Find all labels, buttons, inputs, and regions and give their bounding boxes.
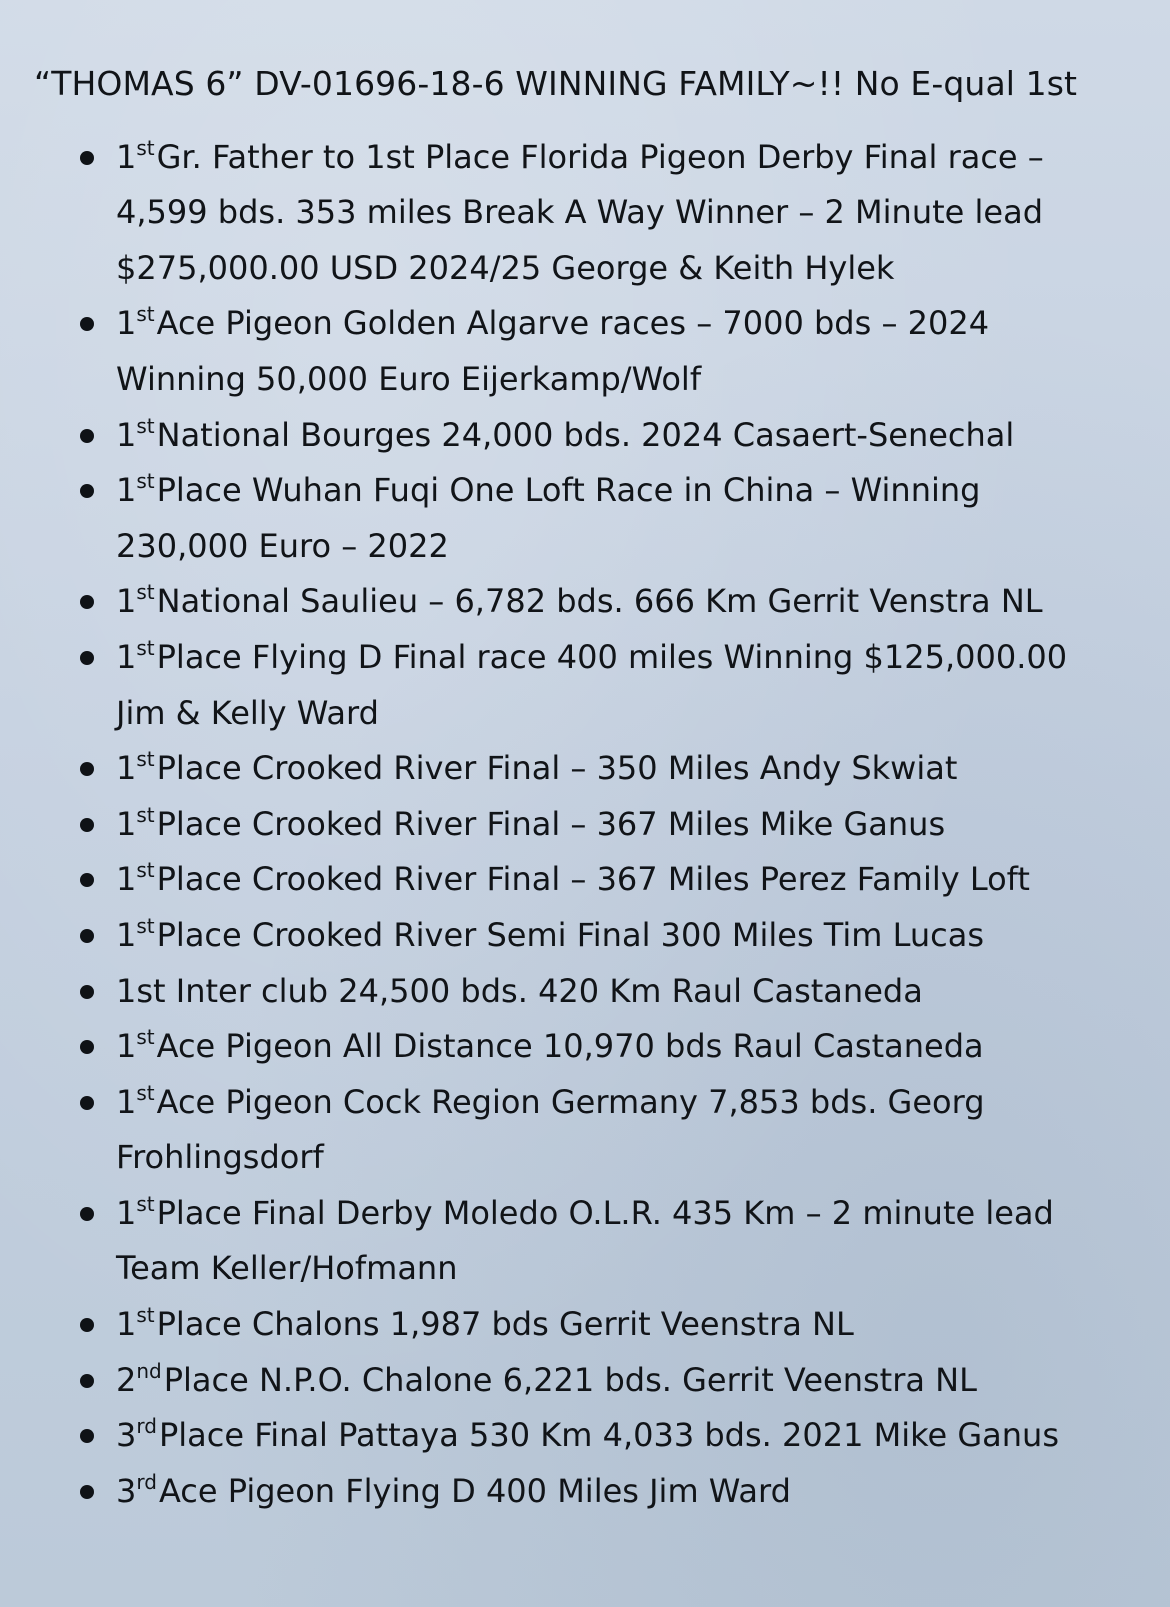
- achievement-item: [34, 797, 1130, 853]
- achievement-line: [116, 1408, 1130, 1464]
- achievement-item: [34, 1464, 1130, 1520]
- ordinal-suffix: st: [136, 580, 155, 605]
- achievement-text: Ace Pigeon Golden Algarve races – 7000 bds – 2024: [156, 304, 990, 343]
- achievement-item: [34, 574, 1130, 630]
- achievement-line: [116, 1241, 1130, 1297]
- ordinal-suffix: st: [136, 1191, 155, 1216]
- bullet-icon: [80, 1318, 94, 1332]
- achievement-line: [116, 686, 1130, 742]
- ordinal-number: 1: [116, 304, 137, 343]
- achievement-text: Place Final Derby Moledo O.L.R. 435 Km – 2 minute lead: [156, 1193, 1054, 1232]
- headline: “THOMAS 6” DV-01696-18-6 WINNING FAMILY~!! No E-qual 1st: [34, 64, 1078, 103]
- achievement-line: [116, 741, 1130, 797]
- bullet-icon: [80, 1207, 94, 1221]
- bullet-icon: [80, 1429, 94, 1443]
- achievement-line: [116, 1353, 1130, 1409]
- ordinal-number: 1: [116, 637, 137, 676]
- bullet-icon: [80, 985, 94, 999]
- bullet-icon: [80, 484, 94, 498]
- achievement-text: Jim & Kelly Ward: [116, 693, 379, 732]
- ordinal-suffix: nd: [136, 1358, 162, 1383]
- bullet-icon: [80, 595, 94, 609]
- bullet-icon: [80, 317, 94, 331]
- achievement-text: Ace Pigeon Flying D 400 Miles Jim Ward: [158, 1471, 791, 1510]
- achievement-item: [34, 908, 1130, 964]
- bullet-icon: [80, 929, 94, 943]
- ordinal-suffix: st: [136, 1303, 155, 1328]
- achievement-item: [34, 852, 1130, 908]
- achievement-text: Place Final Pattaya 530 Km 4,033 bds. 2021 Mike Ganus: [158, 1416, 1059, 1455]
- achievement-text: $275,000.00 USD 2024/25 George & Keith Hylek: [116, 248, 895, 287]
- achievement-item: [34, 741, 1130, 797]
- achievement-item: [34, 130, 1130, 297]
- ordinal-number: 1: [116, 471, 137, 510]
- achievement-line: [116, 352, 1130, 408]
- bullet-icon: [80, 651, 94, 665]
- ordinal-number: 1: [116, 860, 137, 899]
- ordinal-number: 1: [116, 582, 137, 621]
- achievement-item: [34, 1297, 1130, 1353]
- achievement-item: [34, 1019, 1130, 1075]
- achievement-text: Ace Pigeon Cock Region Germany 7,853 bds. Georg: [156, 1082, 985, 1121]
- bullet-icon: [80, 151, 94, 165]
- achievement-text: 4,599 bds. 353 miles Break A Way Winner – 2 Minute lead: [116, 193, 1044, 232]
- achievement-item: [34, 1186, 1130, 1297]
- ordinal-suffix: st: [136, 858, 155, 883]
- ordinal-number: 3: [116, 1416, 137, 1455]
- ordinal-suffix: st: [136, 635, 155, 660]
- achievement-line: [116, 1464, 1130, 1520]
- achievement-line: [116, 852, 1130, 908]
- achievement-text: Place Crooked River Final – 367 Miles Perez Family Loft: [156, 860, 1030, 899]
- bullet-icon: [80, 818, 94, 832]
- achievement-line: [116, 519, 1130, 575]
- achievement-item: [34, 964, 1130, 1020]
- achievement-text: National Saulieu – 6,782 bds. 666 Km Gerrit Venstra NL: [156, 582, 1043, 621]
- achievement-line: [116, 408, 1130, 464]
- bullet-icon: [80, 762, 94, 776]
- achievement-text: Ace Pigeon All Distance 10,970 bds Raul Castaneda: [156, 1027, 984, 1066]
- achievement-line: [116, 574, 1130, 630]
- ordinal-number: 1: [116, 415, 137, 454]
- achievement-text: National Bourges 24,000 bds. 2024 Casaert-Senechal: [156, 415, 1015, 454]
- achievement-text: 1st Inter club 24,500 bds. 420 Km Raul Castaneda: [116, 971, 923, 1010]
- achievement-text: Place Chalons 1,987 bds Gerrit Veenstra NL: [156, 1305, 854, 1344]
- achievement-text: Place Crooked River Final – 350 Miles Andy Skwiat: [156, 749, 958, 788]
- ordinal-number: 1: [116, 749, 137, 788]
- ordinal-number: 1: [116, 1027, 137, 1066]
- ordinal-suffix: rd: [136, 1469, 157, 1494]
- bullet-icon: [80, 1485, 94, 1499]
- bullet-icon: [80, 1040, 94, 1054]
- achievement-line: [116, 1130, 1130, 1186]
- achievement-item: [34, 296, 1130, 407]
- ordinal-number: 1: [116, 804, 137, 843]
- achievement-text: Winning 50,000 Euro Eijerkamp/Wolf: [116, 359, 702, 398]
- achievement-line: [116, 1297, 1130, 1353]
- achievement-line: [116, 463, 1130, 519]
- achievement-text: Place Flying D Final race 400 miles Winning $125,000.00: [156, 637, 1068, 676]
- ordinal-suffix: st: [136, 302, 155, 327]
- achievement-item: [34, 408, 1130, 464]
- bullet-icon: [80, 1374, 94, 1388]
- achievement-item: [34, 1408, 1130, 1464]
- ordinal-number: 1: [116, 1193, 137, 1232]
- achievement-line: [116, 130, 1130, 186]
- achievement-line: [116, 908, 1130, 964]
- ordinal-suffix: rd: [136, 1414, 157, 1439]
- achievement-line: [116, 1019, 1130, 1075]
- achievement-line: [116, 797, 1130, 853]
- achievement-line: [116, 1186, 1130, 1242]
- ordinal-suffix: st: [136, 913, 155, 938]
- bullet-icon: [80, 1096, 94, 1110]
- ordinal-suffix: st: [136, 413, 155, 438]
- ordinal-number: 1: [116, 137, 137, 176]
- ordinal-suffix: st: [136, 469, 155, 494]
- achievement-text: Place Crooked River Semi Final 300 Miles Tim Lucas: [156, 915, 985, 954]
- achievement-item: [34, 463, 1130, 574]
- ordinal-suffix: st: [136, 747, 155, 772]
- ordinal-number: 1: [116, 1305, 137, 1344]
- ordinal-number: 1: [116, 915, 137, 954]
- achievement-line: [116, 296, 1130, 352]
- ordinal-number: 2: [116, 1360, 137, 1399]
- achievement-line: [116, 964, 1130, 1020]
- achievement-text: Place Crooked River Final – 367 Miles Mike Ganus: [156, 804, 946, 843]
- ordinal-number: 1: [116, 1082, 137, 1121]
- achievement-line: [116, 630, 1130, 686]
- achievement-text: Place N.P.O. Chalone 6,221 bds. Gerrit Veenstra NL: [163, 1360, 977, 1399]
- bullet-icon: [80, 873, 94, 887]
- achievement-item: [34, 630, 1130, 741]
- achievement-list: [34, 130, 1130, 1520]
- achievement-text: Team Keller/Hofmann: [116, 1249, 458, 1288]
- achievement-item: [34, 1075, 1130, 1186]
- bullet-icon: [80, 429, 94, 443]
- ordinal-suffix: st: [136, 1080, 155, 1105]
- ordinal-suffix: st: [136, 135, 155, 160]
- achievement-text: Place Wuhan Fuqi One Loft Race in China – Winning: [156, 471, 981, 510]
- achievement-line: [116, 1075, 1130, 1131]
- ordinal-suffix: st: [136, 1025, 155, 1050]
- achievement-line: [116, 241, 1130, 297]
- achievement-text: Gr. Father to 1st Place Florida Pigeon Derby Final race –: [156, 137, 1044, 176]
- achievement-line: [116, 185, 1130, 241]
- achievement-text: Frohlingsdorf: [116, 1138, 324, 1177]
- achievement-item: [34, 1353, 1130, 1409]
- ordinal-number: 3: [116, 1471, 137, 1510]
- achievement-text: 230,000 Euro – 2022: [116, 526, 449, 565]
- ordinal-suffix: st: [136, 802, 155, 827]
